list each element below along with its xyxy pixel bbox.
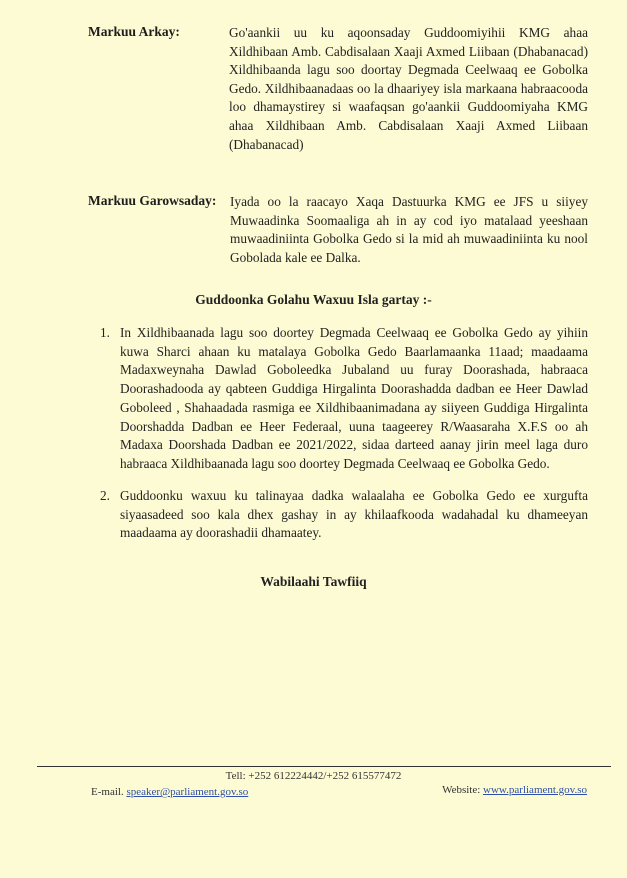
footer-telephone: Tell: +252 612224442/+252 615577472 <box>225 770 402 782</box>
list-item <box>100 487 588 543</box>
entry-text: Iyada oo la raacayo Xaqa Dastuurka KMG ee JFS u siiyey Muwaadinka Soomaaliga ah in ay cod iyo matalaad yeeshaan muwaadiniinta Gobolka Gedo si la mid ah muwaadiniinta ku nool Gobolada kale ee Dalka. <box>230 194 588 265</box>
list-item-number: 1. <box>100 325 110 340</box>
email-link[interactable]: speaker@parliament.gov.so <box>126 786 249 798</box>
footer-website <box>442 784 587 796</box>
list-item-text: Guddoonku waxuu ku talinayaa dadka walaalaha ee Gobolka Gedo ee xurgufta siyaasadeed soo kala dhex gashay in ay khilaafkooda wadahadal ku dhameeyan maadaama ay doorashadii dhamaatey. <box>120 488 588 541</box>
footer-website-label: Website: <box>442 784 481 796</box>
entry-label: Markuu Arkay: <box>88 24 180 39</box>
closing-phrase: Wabilaahi Tawfiiq <box>260 574 367 589</box>
footer-email <box>91 786 248 798</box>
entry-markuu-arkay <box>88 24 588 154</box>
entry-label: Markuu Garowsaday: <box>88 193 217 208</box>
list-item-text: In Xildhibaanada lagu soo doortey Degmada Ceelwaaq ee Gobolka Gedo ay yihiin kuwa Sharci ahaan ku matalaya Gobolka Gedo Baarlamaanka 11aad; maadaama Madaxweynaha Dawlad Goboleedka Jubaland uu furay Doorashada, habraaca Doorashadooda ay qabteen Guddiga Hirgalinta Doorashadda dadban ee Heer Dawlad Goboleed , Shahaadada rasmiga ee Xildhibaanimadana ay siiyeen Guddiga Hirgalinta Doorshadda Dadban ee Heer Federaal, uuna taageerey R/Waasaraha X.F.S oo ah Madaxa Doorshada Dadban ee 2021/2022, sidaa darteed aanay jirin meel laga duro habraaca Xildhibaanada lagu soo doortey Degmada Ceelwaaq ee Gobolka Gedo. <box>120 325 588 471</box>
website-link[interactable]: www.parliament.gov.so <box>483 784 587 796</box>
list-item <box>100 324 588 474</box>
footer-email-label: E-mail. <box>91 786 124 798</box>
footer-divider <box>37 766 611 767</box>
section-heading: Guddoonka Golahu Waxuu Isla gartay :- <box>195 292 432 307</box>
entry-markuu-garowsaday <box>88 193 588 267</box>
entry-text: Go'aankii uu ku aqoonsaday Guddoomiyihii KMG ahaa Xildhibaan Amb. Cabdisalaan Xaaji Axmed Liibaan (Dhabanacad) Xildhibaanda lagu soo doortay Degmada Ceelwaaq ee Gobolka Gedo. Xildhibaanadaas oo la dhaariyey isla markaana habraacooda loo dhamaystirey si waafaqsan go'aankii Guddoomiyaha KMG ahaa Xildhibaan Amb. Cabdisalaan Xaaji Axmed Liibaan (Dhabanacad) <box>229 25 588 152</box>
list-item-number: 2. <box>100 488 110 503</box>
